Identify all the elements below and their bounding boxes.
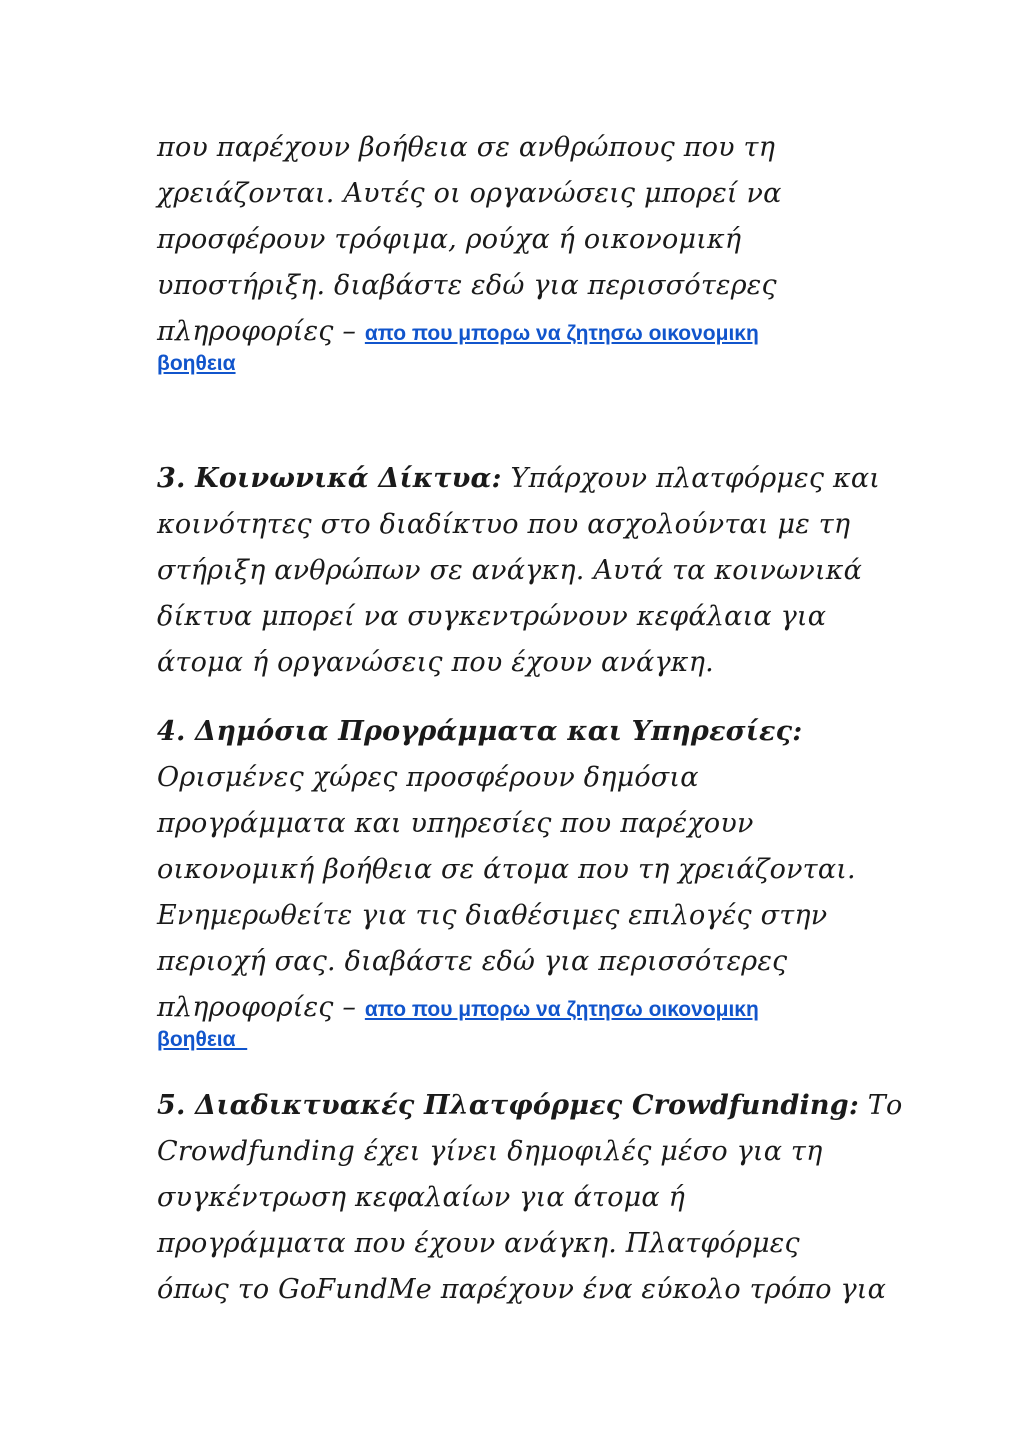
section5-first-rest: Το — [858, 1090, 903, 1121]
section4-line: προγράμματα και υπηρεσίες που παρέχουν — [157, 808, 754, 839]
intro-paragraph — [157, 125, 877, 377]
section5-first-line — [157, 1083, 903, 1129]
section3-line: δίκτυα μπορεί να συγκεντρώνουν κεφάλαια για — [157, 601, 827, 632]
intro-prefix: πληροφορίες – — [157, 316, 365, 347]
section5-line: προγράμματα που έχουν ανάγκη. Πλατφόρμες — [157, 1228, 800, 1259]
section-crowdfunding — [157, 1083, 903, 1313]
intro-link-continuation — [157, 347, 877, 377]
section5-line: Crowdfunding έχει γίνει δημοφιλές μέσο για τη — [157, 1136, 823, 1167]
intro-line: χρειάζονται. Αυτές οι οργανώσεις μπορεί να — [157, 178, 782, 209]
section4-heading: 4. Δημόσια Προγράμματα και Υπηρεσίες: — [157, 716, 803, 747]
section3-first-line — [157, 456, 881, 502]
intro-line: προσφέρουν τρόφιμα, ρούχα ή οικονομική — [157, 224, 742, 255]
section3-heading: 3. Κοινωνικά Δίκτυα: — [157, 463, 502, 494]
section3-line: κοινότητες στο διαδίκτυο που ασχολούνται με τη — [157, 509, 851, 540]
section3-first-rest: Υπάρχουν πλατφόρμες και — [501, 463, 881, 494]
section3-line: στήριξη ανθρώπων σε ανάγκη. Αυτά τα κοινωνικά — [157, 555, 863, 586]
section4-line: Ενημερωθείτε για τις διαθέσιμες επιλογές στην — [157, 900, 828, 931]
section5-heading: 5. Διαδικτυακές Πλατφόρμες Crowdfunding: — [157, 1090, 859, 1121]
section4-line: Ορισμένες χώρες προσφέρουν δημόσια — [157, 762, 699, 793]
section4-link-continuation — [157, 1023, 877, 1053]
intro-link-line — [157, 309, 877, 347]
intro-line: που παρέχουν βοήθεια σε ανθρώπους που τη — [157, 132, 776, 163]
section-social-networks — [157, 456, 881, 686]
financial-help-link-continued[interactable]: βοηθεια — [157, 352, 236, 375]
section-public-programs — [157, 709, 877, 1053]
section4-line: περιοχή σας. διαβάστε εδώ για περισσότερες — [157, 946, 788, 977]
financial-help-link-2[interactable]: απο που μπορω να ζητησω οικονομικη — [364, 998, 759, 1021]
section5-line: όπως το GoFundMe παρέχουν ένα εύκολο τρόπο για — [157, 1274, 887, 1305]
intro-line: υποστήριξη. διαβάστε εδώ για περισσότερες — [157, 270, 777, 301]
section4-line: οικονομική βοήθεια σε άτομα που τη χρειάζονται. — [157, 854, 856, 885]
section4-prefix: πληροφορίες – — [157, 992, 365, 1023]
section3-line: άτομα ή οργανώσεις που έχουν ανάγκη. — [157, 647, 714, 678]
section4-link-line — [157, 985, 877, 1023]
financial-help-link-2-continued[interactable]: βοηθεια — [157, 1028, 248, 1051]
section5-line: συγκέντρωση κεφαλαίων για άτομα ή — [157, 1182, 685, 1213]
financial-help-link[interactable]: απο που μπορω να ζητησω οικονομικη — [364, 322, 759, 345]
